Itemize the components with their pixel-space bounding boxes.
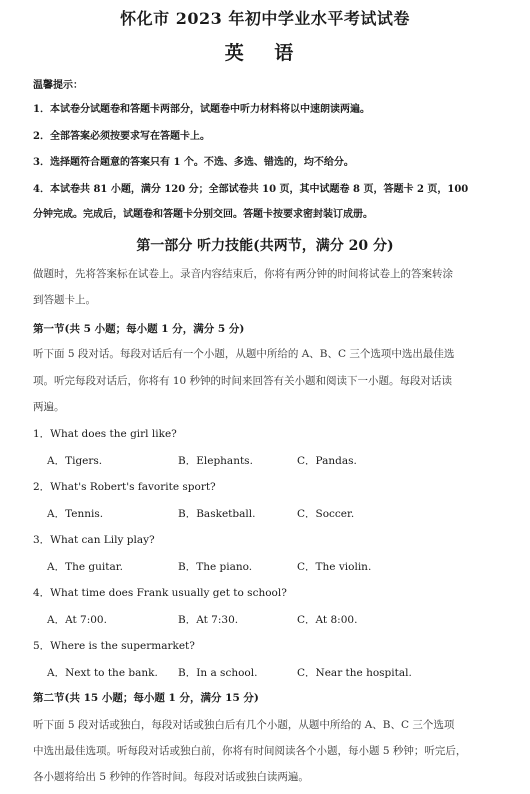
question-stem: 5．Where is the supermarket? <box>33 640 195 652</box>
note-item: 2．全部答案必须按要求写在答题卡上。 <box>33 131 210 142</box>
option-a: A．Tennis. <box>47 508 104 520</box>
question-stem: 4．What time does Frank usually get to school? <box>33 587 287 599</box>
section1-heading: 第一节(共 5 小题；每小题 1 分，满分 5 分) <box>33 323 245 335</box>
option-b: B．Elephants. <box>178 455 253 467</box>
question-stem: 1．What does the girl like? <box>33 428 177 440</box>
option-c: C．Pandas. <box>297 455 357 467</box>
section2-instruction-line: 各小题将给出 5 秒钟的作答时间。每段对话或独白读两遍。 <box>33 771 309 783</box>
exam-subject: 英 语 <box>224 42 306 64</box>
note-item: 1．本试卷分试题卷和答题卡两部分，试题卷中听力材料将以中速朗读两遍。 <box>33 104 370 115</box>
section2-heading: 第二节(共 15 小题；每小题 1 分，满分 15 分) <box>33 692 259 704</box>
option-b: B．At 7:30. <box>178 614 239 626</box>
section2-instruction-line: 中选出最佳选项。听每段对话或独白前，你将有时间阅读各个小题，每小题 5 秒钟；听完后， <box>33 745 467 757</box>
option-b: B．In a school. <box>178 667 258 679</box>
question-stem: 2．What's Robert's favorite sport? <box>33 481 216 493</box>
part1-title: 第一部分 听力技能(共两节，满分 20 分) <box>136 238 394 254</box>
note-item: 4．本试卷共 81 小题，满分 120 分；全部试卷共 10 页，其中试题卷 8 页，答题卡 2 页，100 <box>33 184 469 195</box>
option-c: C．Soccer. <box>297 508 355 520</box>
option-a: A．Tigers. <box>47 455 103 467</box>
option-b: B．The piano. <box>178 561 253 573</box>
part1-intro-line: 做题时，先将答案标在试卷上。录音内容结束后，你将有两分钟的时间将试卷上的答案转涂 <box>33 268 453 280</box>
note-item: 分钟完成。完成后，试题卷和答题卡分别交回。答题卡按要求密封装订成册。 <box>33 209 373 220</box>
section1-instruction-line: 两遍。 <box>33 401 65 413</box>
section1-instruction-line: 听下面 5 段对话。每段对话后有一个小题，从题中所给的 A、B、C 三个选项中选出最佳选 <box>33 348 455 360</box>
question-stem: 3．What can Lily play? <box>33 534 155 546</box>
option-a: A．The guitar. <box>47 561 123 573</box>
option-c: C．At 8:00. <box>297 614 358 626</box>
section1-instruction-line: 项。听完每段对话后，你将有 10 秒钟的时间来回答有关小题和阅读下一小题。每段对话读 <box>33 375 453 387</box>
option-a: A．Next to the bank. <box>47 667 158 679</box>
option-c: C．The violin. <box>297 561 372 573</box>
option-b: B．Basketball. <box>178 508 256 520</box>
option-a: A．At 7:00. <box>47 614 107 626</box>
exam-title: 怀化市 2023 年初中学业水平考试试卷 <box>120 9 410 28</box>
option-c: C．Near the hospital. <box>297 667 412 679</box>
notes-heading: 温馨提示： <box>33 80 83 91</box>
part1-intro-line: 到答题卡上。 <box>33 294 96 306</box>
section2-instruction-line: 听下面 5 段对话或独白，每段对话或独白后有几个小题，从题中所给的 A、B、C 三个选项 <box>33 719 455 731</box>
note-item: 3．选择题符合题意的答案只有 1 个。不选、多选、错选的，均不给分。 <box>33 157 354 168</box>
